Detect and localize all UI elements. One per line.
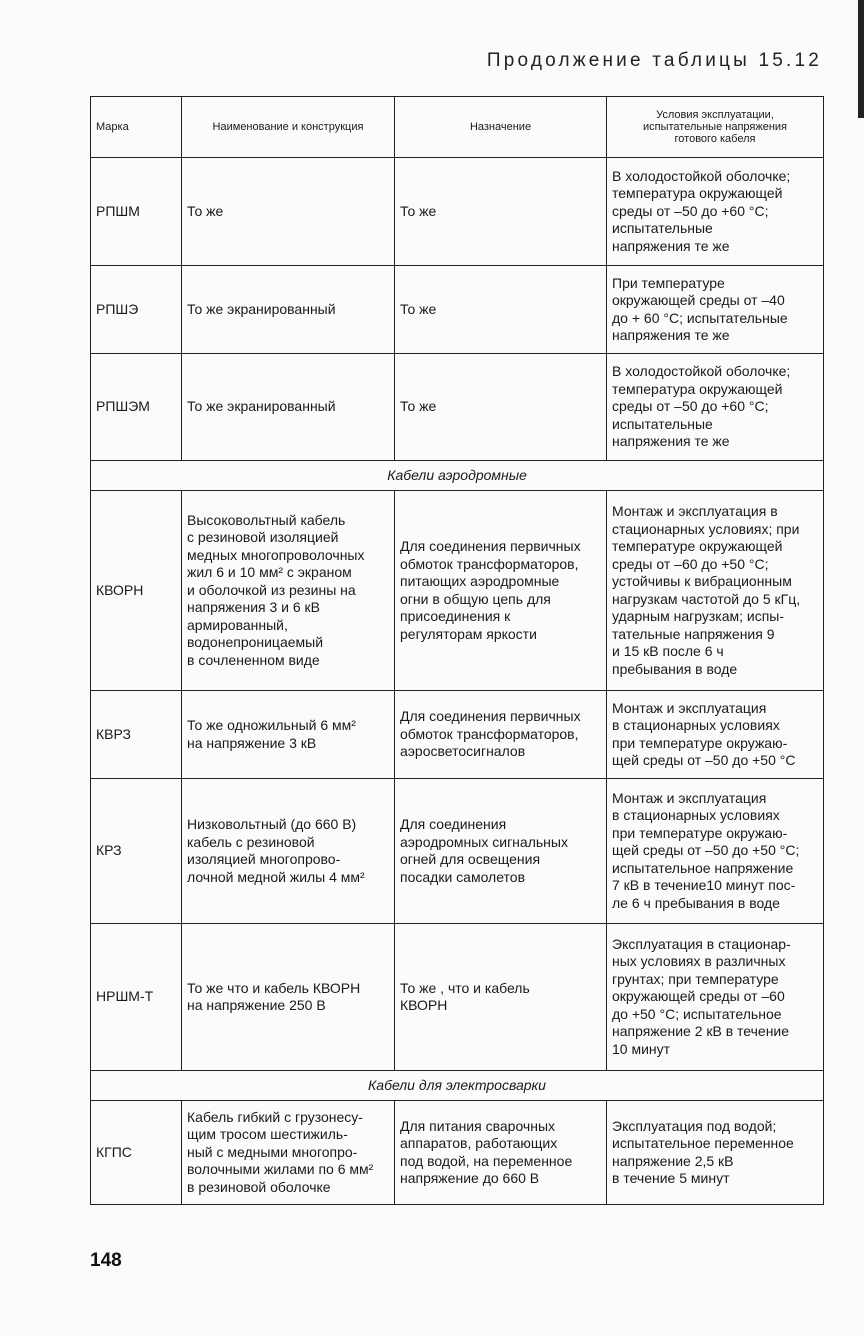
table-row: [91, 691, 824, 779]
column-header-conditions: Условия эксплуатации, испытательные напряжения готового кабеля: [607, 97, 824, 158]
table-row: [91, 158, 824, 266]
cell-mark: РПШЭМ: [91, 354, 182, 461]
table-row: [91, 354, 824, 461]
cell-conditions: Монтаж и эксплуатация в стационарных условиях при температуре окружаю- щей среды от –50 до +50 °С: [607, 691, 824, 779]
cell-name: То же экранированный: [182, 266, 395, 354]
cell-conditions: В холодостойкой оболочке; температура окружающей среды от –50 до +60 °С; испытательные напряжения те же: [607, 354, 824, 461]
column-header-name: Наименование и конструкция: [182, 97, 395, 158]
page-number: 148: [90, 1250, 122, 1271]
cell-name: Низковольтный (до 660 В) кабель с резиновой изоляцией многопрово- лочной медной жилы 4 мм²: [182, 779, 395, 924]
cell-name: Кабель гибкий с грузонесу- щим тросом шестижиль- ный с медными многопро- волочными жилами по 6 мм² в резиновой оболочке: [182, 1101, 395, 1205]
cell-mark: РПШМ: [91, 158, 182, 266]
table-row: [91, 266, 824, 354]
cell-conditions: При температуре окружающей среды от –40 до + 60 °С; испытательные напряжения те же: [607, 266, 824, 354]
cell-mark: РПШЭ: [91, 266, 182, 354]
cell-purpose: То же , что и кабель КВОРН: [395, 924, 607, 1071]
section-title-airfield: Кабели аэродромные: [91, 461, 824, 491]
cell-purpose: Для соединения первичных обмоток трансформаторов, питающих аэродромные огни в общую цепь для присоединения к регуляторам яркости: [395, 491, 607, 691]
cell-name: Высоковольтный кабель с резиновой изоляцией медных многопроволочных жил 6 и 10 мм² с экраном и оболочкой из резины на напряжения 3 и 6 кВ армированный, водонепроницаемый в сочлененном виде: [182, 491, 395, 691]
section-row-welding: [91, 1071, 824, 1101]
cell-conditions: Эксплуатация в стационар- ных условиях в различных грунтах; при температуре окружающей среды от –60 до +50 °С; испытательное напряжение 2 кВ в течение 10 минут: [607, 924, 824, 1071]
cell-name: То же одножильный 6 мм² на напряжение 3 кВ: [182, 691, 395, 779]
cell-conditions: В холодостойкой оболочке; температура окружающей среды от –50 до +60 °С; испытательные напряжения те же: [607, 158, 824, 266]
cell-purpose: То же: [395, 354, 607, 461]
cell-conditions: Монтаж и эксплуатация в стационарных условиях при температуре окружаю- щей среды от –50 до +50 °С; испытательное напряжение 7 кВ в течение10 минут пос- ле 6 ч пребывания в воде: [607, 779, 824, 924]
table-row: [91, 1101, 824, 1205]
cell-name: То же экранированный: [182, 354, 395, 461]
cell-purpose: То же: [395, 266, 607, 354]
table-header-row: [91, 97, 824, 158]
section-row-airfield: [91, 461, 824, 491]
cell-mark: КРЗ: [91, 779, 182, 924]
column-header-mark: Марка: [91, 97, 182, 158]
running-title: Продолжение таблицы 15.12: [486, 50, 822, 71]
cell-purpose: Для питания сварочных аппаратов, работающих под водой, на переменное напряжение до 660 В: [395, 1101, 607, 1205]
cell-mark: КВОРН: [91, 491, 182, 691]
cell-conditions: Монтаж и эксплуатация в стационарных условиях; при температуре окружающей среды от –60 до +50 °С; устойчивы к вибрационным нагрузкам частотой до 5 кГц, ударным нагрузкам; испы- тательные напряжения 9 и 15 кВ после 6 ч пребывания в воде: [607, 491, 824, 691]
page-edge-mark: [858, 0, 864, 118]
cable-spec-table: [90, 96, 824, 1205]
cell-purpose: Для соединения аэродромных сигнальных огней для освещения посадки самолетов: [395, 779, 607, 924]
table-row: [91, 491, 824, 691]
column-header-purpose: Назначение: [395, 97, 607, 158]
cell-mark: НРШМ-Т: [91, 924, 182, 1071]
table-row: [91, 779, 824, 924]
cell-mark: КВРЗ: [91, 691, 182, 779]
cell-name: То же: [182, 158, 395, 266]
cell-mark: КГПС: [91, 1101, 182, 1205]
cell-purpose: Для соединения первичных обмоток трансформаторов, аэросветосигналов: [395, 691, 607, 779]
section-title-welding: Кабели для электросварки: [91, 1071, 824, 1101]
table-row: [91, 924, 824, 1071]
cell-name: То же что и кабель КВОРН на напряжение 250 В: [182, 924, 395, 1071]
cell-purpose: То же: [395, 158, 607, 266]
cell-conditions: Эксплуатация под водой; испытательное переменное напряжение 2,5 кВ в течение 5 минут: [607, 1101, 824, 1205]
